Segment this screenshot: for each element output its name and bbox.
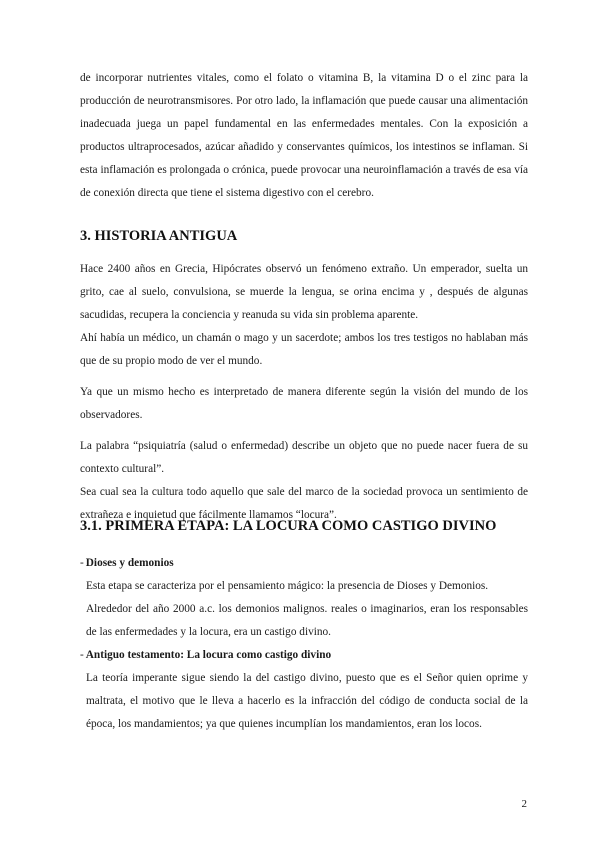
bullet-antiguo-testamento-line-1: La teoría imperante sigue siendo la del castigo divino, puesto que es el Señor quien oprime y maltrata, el motivo que le lleva a hacerlo es la infracción del código de conducta social de la época, los mandamientos; ya que quienes incumplían los mandamientos, eran los locos. — [86, 672, 528, 730]
bullet-heading-antiguo-testamento: - Antiguo testamento: La locura como castigo divino — [80, 649, 332, 661]
section-3-1-heading: 3.1. PRIMERA ETAPA: LA LOCURA COMO CASTIGO DIVINO — [80, 518, 497, 534]
section-3-body — [80, 258, 528, 527]
intro-paragraph: de incorporar nutrientes vitales, como el folato o vitamina B, la vitamina D o el zinc para la producción de neurotransmisores. Por otro lado, la inflamación que puede causar una alimentación inadecuada juega un papel fundamental en las enfermedades mentales. Con la exposición a productos ultraprocesados, azúcar añadido y conservantes químicos, los intestinos se inflaman. Si esta inflamación es prolongada o crónica, puede provocar una neuroinflamación a través de esa vía de conexión directa que tiene el sistema digestivo con el cerebro. — [80, 72, 528, 199]
section-3-heading: 3. HISTORIA ANTIGUA — [80, 228, 238, 244]
section-3-paragraph-2: Ahí había un médico, un chamán o mago y un sacerdote; ambos los tres testigos no hablaban más que de su propio modo de ver el mundo. — [80, 332, 528, 367]
section-3-paragraph-1: Hace 2400 años en Grecia, Hipócrates observó un fenómeno extraño. Un emperador, suelta un grito, cae al suelo, convulsiona, se muerde la lengua, se orina encima y , después de algunas sacudidas, recupera la conciencia y reanuda su vida sin problema aparente. — [80, 263, 528, 321]
section-3-1-body — [80, 552, 528, 736]
page-number: 2 — [521, 798, 527, 810]
section-3-paragraph-3: Ya que un mismo hecho es interpretado de manera diferente según la visión del mundo de los observadores. — [80, 386, 528, 421]
bullet-dioses-line-2: Alrededor del año 2000 a.c. los demonios malignos. reales o imaginarios, eran los responsables de las enfermedades y la locura, era un castigo divino. — [86, 603, 528, 638]
intro-paragraph-block — [80, 67, 528, 205]
section-3-paragraph-5: Sea cual sea la cultura todo aquello que sale del marco de la sociedad provoca un sentimiento de extrañeza e inquietud que fácilmente llamamos “locura”. — [80, 486, 528, 521]
section-3-paragraph-4: La palabra “psiquiatría (salud o enfermedad) describe un objeto que no puede nacer fuera de su contexto cultural”. — [80, 440, 528, 475]
bullet-heading-dioses: - Dioses y demonios — [80, 557, 174, 569]
bullet-dioses-line-1: Esta etapa se caracteriza por el pensamiento mágico: la presencia de Dioses y Demonios. — [86, 580, 489, 592]
